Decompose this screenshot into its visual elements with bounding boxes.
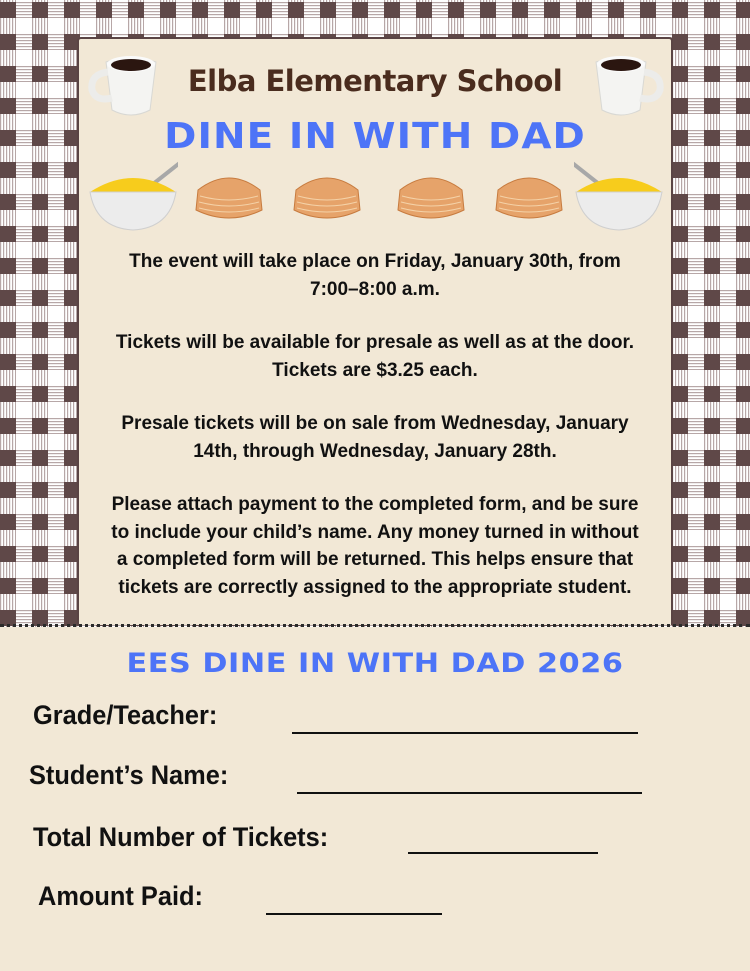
field-total-tickets[interactable]	[0, 822, 750, 862]
grits-bowl-icon	[88, 158, 178, 233]
line: Tickets are $3.25 each.	[272, 359, 478, 381]
event-details	[80, 248, 670, 627]
field-label: Total Number of Tickets:	[33, 822, 329, 852]
student-name-blank[interactable]	[297, 792, 642, 794]
biscuit-icon	[292, 170, 362, 222]
cut-line-divider	[0, 624, 750, 627]
event-title: DINE IN WITH DAD	[164, 116, 586, 157]
paragraph-presale-dates	[80, 410, 670, 465]
line: tickets are correctly assigned to the appropriate student.	[118, 576, 632, 598]
line: Please attach payment to the completed form, and be sure	[111, 494, 639, 515]
line: 7:00–8:00 a.m.	[310, 278, 440, 300]
paragraph-event-date	[80, 248, 670, 303]
line: 14th, through Wednesday, January 28th.	[193, 440, 557, 462]
field-label: Amount Paid:	[38, 881, 203, 911]
grits-bowl-icon	[574, 158, 664, 233]
grade-teacher-blank[interactable]	[292, 732, 638, 734]
biscuit-icon	[194, 170, 264, 222]
paragraph-payment-instructions	[80, 491, 670, 601]
paragraph-ticket-price	[80, 329, 670, 384]
field-label: Student’s Name:	[29, 760, 229, 790]
line: to include your child’s name. Any money turned in without	[111, 521, 639, 543]
school-name: Elba Elementary School	[187, 64, 563, 98]
biscuit-icon	[494, 170, 564, 222]
biscuit-icon	[396, 170, 466, 222]
field-label: Grade/Teacher:	[33, 700, 218, 730]
field-student-name[interactable]	[0, 760, 750, 800]
line: Tickets will be available for presale as well as at the door.	[115, 332, 635, 353]
total-tickets-blank[interactable]	[408, 852, 598, 854]
line: The event will take place on Friday, January 30th, from	[129, 251, 621, 272]
form-title: EES DINE IN WITH DAD 2026	[126, 648, 624, 679]
field-amount-paid[interactable]	[0, 881, 750, 921]
field-grade-teacher[interactable]	[0, 700, 750, 740]
amount-paid-blank[interactable]	[266, 913, 442, 915]
line: a completed form will be returned. This helps ensure that	[116, 549, 634, 570]
line: Presale tickets will be on sale from Wednesday, January	[121, 413, 629, 434]
